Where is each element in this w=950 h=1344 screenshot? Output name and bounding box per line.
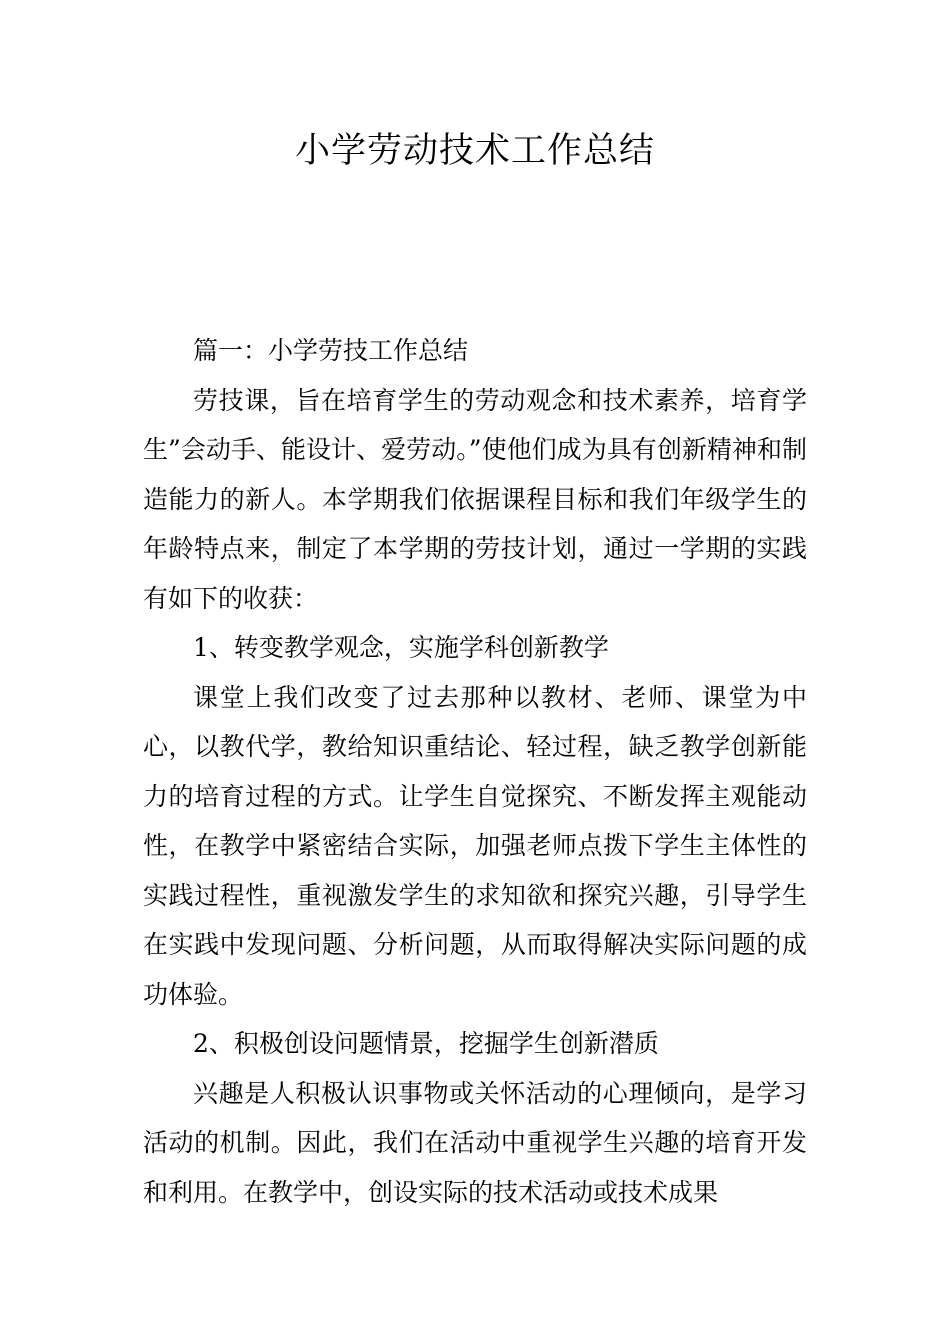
document-title: 小学劳动技术工作总结 [294, 131, 655, 171]
body-paragraph: 兴趣是人积极认识事物或关怀活动的心理倾向，是学习活动的机制。因此，我们在活动中重视学生兴趣的培育开发和利用。在教学中，创设实际的技术活动或技术成果 [143, 1078, 807, 1207]
section-heading: 2、积极创设问题情景，挖掘学生创新潜质 [193, 1029, 659, 1058]
section-heading: 篇一：小学劳技工作总结 [193, 336, 469, 365]
body-paragraph: 课堂上我们改变了过去那种以教材、老师、课堂为中心，以教代学，教给知识重结论、轻过程，缺乏教学创新能力的培育过程的方式。让学生自觉探究、不断发挥主观能动性，在教学中紧密结合实际，加强老师点拨下学生主体性的实践过程性，重视激发学生的求知欲和探究兴趣，引导学生在实践中发现问题、分析问题，从而取得解决实际问题的成功体验。 [143, 682, 807, 1009]
body-paragraph: 劳技课，旨在培育学生的劳动观念和技术素养，培育学生”会动手、能设计、爱劳动。”使他们成为具有创新精神和制造能力的新人。本学期我们依据课程目标和我们年级学生的年龄特点来，制定了本学期的劳技计划，通过一学期的实践有如下的收获： [143, 385, 807, 613]
section-heading: 1、转变教学观念，实施学科创新教学 [193, 633, 609, 662]
document-body [143, 326, 807, 1217]
